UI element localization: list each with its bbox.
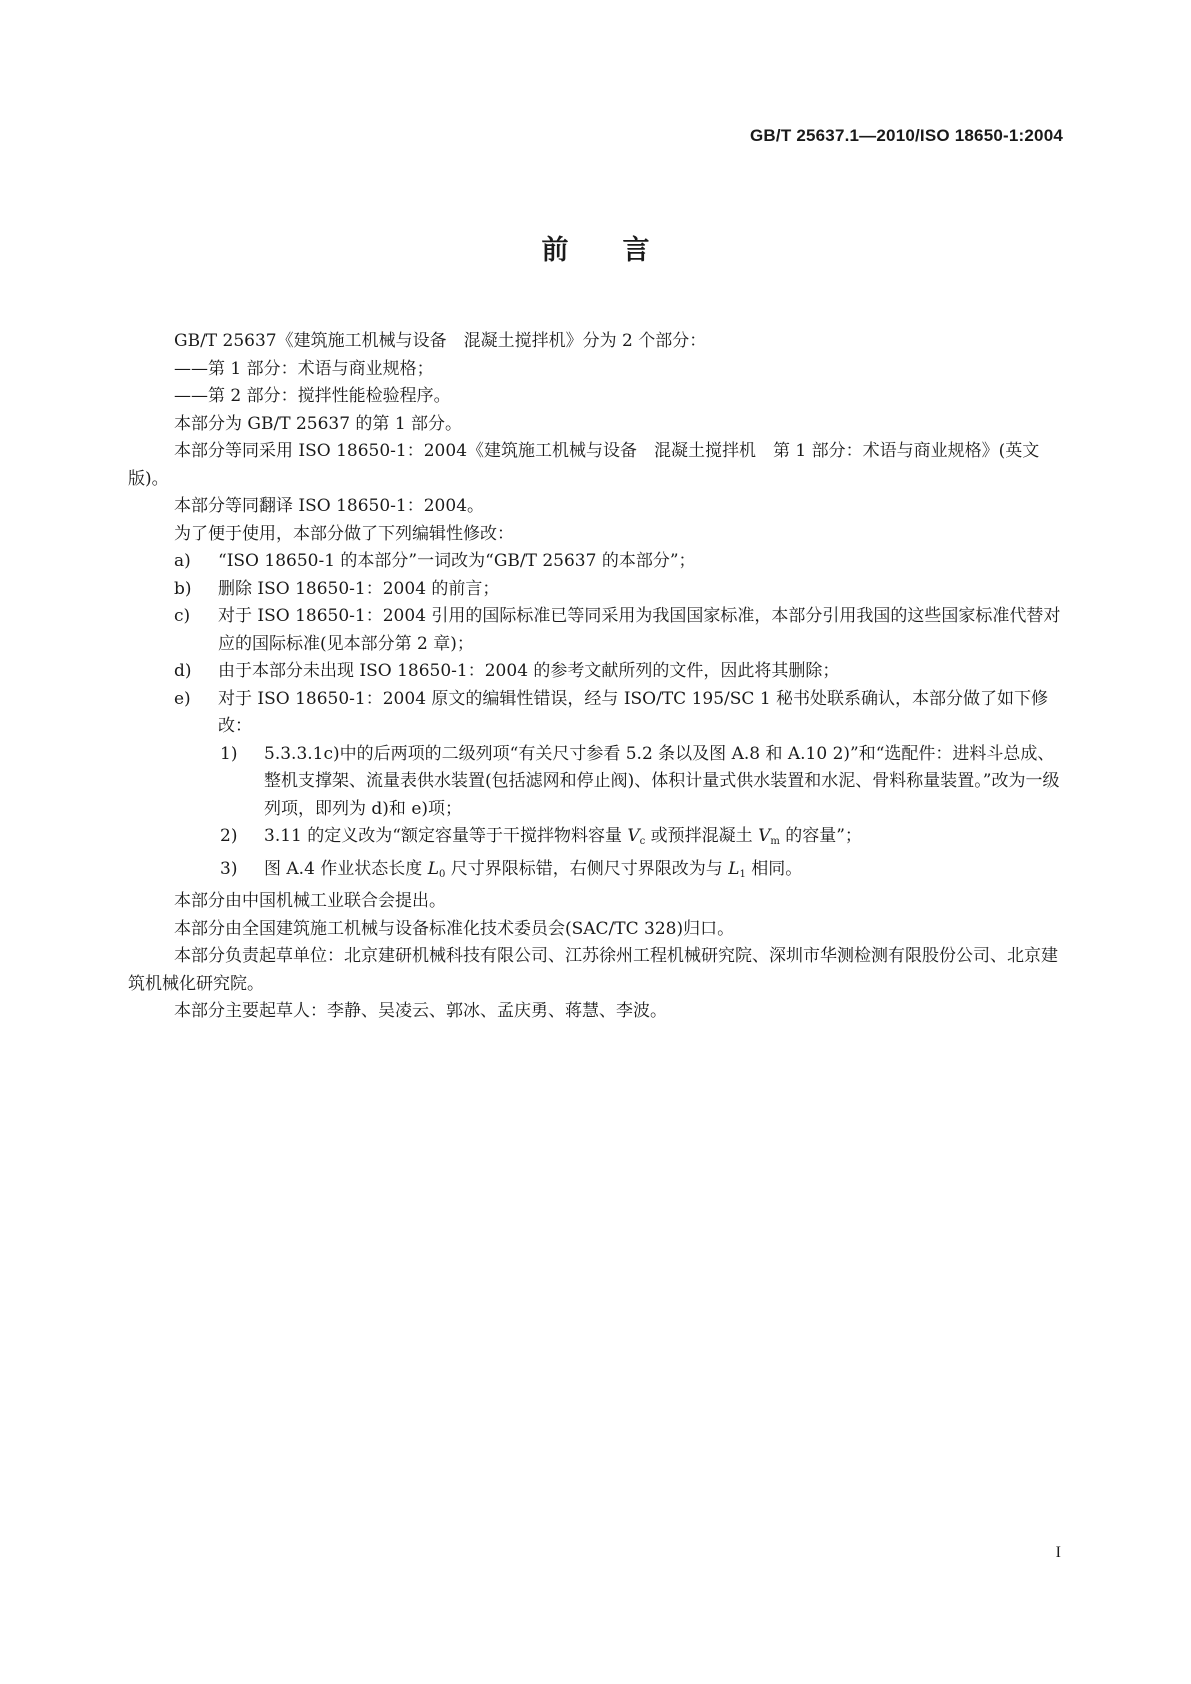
part1-item: ——第 1 部分：术语与商业规格； <box>174 358 434 379</box>
subscript: c <box>639 836 646 847</box>
sub-list-item <box>128 823 1062 856</box>
list-item-text: 删除 ISO 18650-1：2004 的前言； <box>218 578 500 599</box>
sub-list-marker: 3) <box>220 858 238 879</box>
variable: V <box>758 826 771 846</box>
text-segment: 相同。 <box>745 858 803 879</box>
text-segment: 或预拌混凝土 <box>645 826 759 846</box>
list-item <box>128 548 1062 576</box>
adopt-paragraph: 本部分等同采用 ISO 18650-1：2004《建筑施工机械与设备 混凝土搅拌机 第 1 部分：术语与商业规格》(英文版)。 <box>128 441 1040 489</box>
managed-by-paragraph: 本部分由全国建筑施工机械与设备标准化技术委员会(SAC/TC 328)归口。 <box>174 918 735 939</box>
text-segment: 图 A.4 作业状态长度 <box>264 858 428 879</box>
text-segment: 尺寸界限标错，右侧尺寸界限改为与 <box>445 858 729 879</box>
edits-intro: 为了便于使用，本部分做了下列编辑性修改： <box>174 523 514 544</box>
list-marker: b) <box>174 578 192 599</box>
drafting-units-paragraph: 本部分负责起草单位：北京建研机械科技有限公司、江苏徐州工程机械研究院、深圳市华测检测有限股份公司、北京建筑机械化研究院。 <box>128 946 1058 994</box>
sub-list-marker: 2) <box>220 826 238 846</box>
list-item <box>128 603 1062 658</box>
page-title: 前言 <box>541 235 704 266</box>
sub-list-item <box>128 856 1062 889</box>
sub-list-marker: 1) <box>220 743 238 764</box>
sub-list-item-text: 5.3.3.1c)中的后两项的二级列项“有关尺寸参看 5.2 条以及图 A.8 和 A.10 2)”和“选配件：进料斗总成、整机支撑架、流量表供水装置(包括滤网和停止阀)、体积计量式供水装置和水泥、骨料称量装置。”改为一级列项，即列为 d)和 e)项； <box>264 743 1060 819</box>
sub-list-item-text <box>264 826 862 846</box>
list-item-text: 对于 ISO 18650-1：2004 引用的国际标准已等同采用为我国国家标准，本部分引用我国的这些国家标准代替对应的国际标准(见本部分第 2 章)； <box>218 606 1061 654</box>
standard-code: GB/T 25637.1—2010/ISO 18650-1:2004 <box>750 126 1063 145</box>
list-item <box>128 686 1062 741</box>
subscript: m <box>770 836 780 847</box>
list-marker: c) <box>174 606 191 626</box>
list-item-text: “ISO 18650-1 的本部分”一词改为“GB/T 25637 的本部分”； <box>218 551 696 571</box>
text-segment: 3.11 的定义改为“额定容量等于干搅拌物料容量 <box>264 826 628 846</box>
list-marker: d) <box>174 661 192 681</box>
this-part-paragraph: 本部分为 GB/T 25637 的第 1 部分。 <box>174 413 463 434</box>
list-marker: e) <box>174 688 191 709</box>
list-item <box>128 658 1062 686</box>
translate-paragraph: 本部分等同翻译 ISO 18650-1：2004。 <box>174 496 485 516</box>
sub-list-item-text <box>264 859 802 879</box>
sub-list-item <box>128 741 1062 824</box>
subscript: 1 <box>739 868 746 880</box>
intro-paragraph: GB/T 25637《建筑施工机械与设备 混凝土搅拌机》分为 2 个部分： <box>174 331 707 351</box>
subscript: 0 <box>439 868 446 880</box>
variable: L <box>427 858 440 879</box>
part2-item: ——第 2 部分：搅拌性能检验程序。 <box>174 386 451 406</box>
foreword-body <box>128 328 1062 1026</box>
page-number: I <box>1055 1544 1061 1561</box>
list-item-text: 对于 ISO 18650-1：2004 原文的编辑性错误，经与 ISO/TC 195/SC 1 秘书处联系确认，本部分做了如下修改： <box>218 688 1049 736</box>
drafters-paragraph: 本部分主要起草人：李静、吴凌云、郭冰、孟庆勇、蒋慧、李波。 <box>174 1001 667 1021</box>
list-item-text: 由于本部分未出现 ISO 18650-1：2004 的参考文献所列的文件，因此将其删除； <box>218 661 840 681</box>
variable: L <box>728 858 740 879</box>
list-item <box>128 576 1062 604</box>
text-segment: 的容量”； <box>779 826 862 846</box>
variable: V <box>627 826 640 846</box>
list-marker: a) <box>174 551 191 571</box>
proposed-by-paragraph: 本部分由中国机械工业联合会提出。 <box>174 891 446 911</box>
